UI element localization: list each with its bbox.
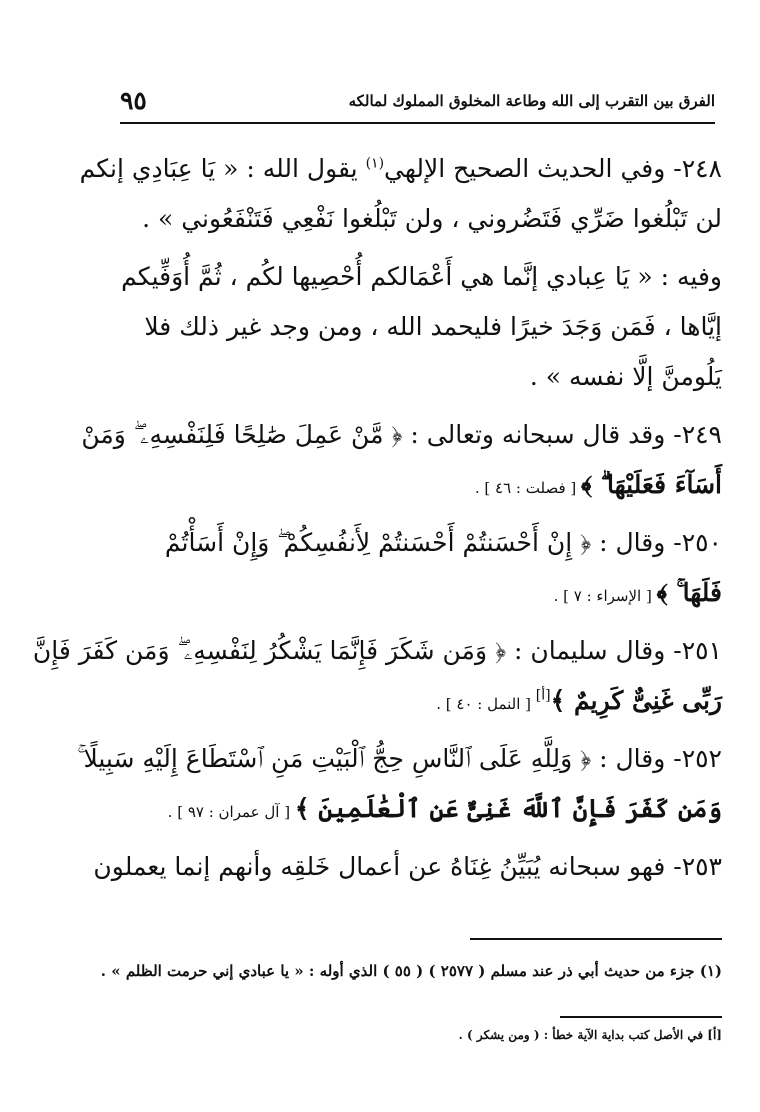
paragraph-250-line-2 [112,568,722,618]
paragraph-248b-line-3: يَلُومنَّ إلَّا نفسه » . [529,362,722,391]
paragraph-250-line-1: ٢٥٠- وقال : ﴿ إِنْ أَحْسَنتُمْ أَحْسَنتُمْ لِأَنفُسِكُمْ ۖ وَإِنْ أَسَأْتُمْ [164,528,722,557]
paragraph-253-line-1: ٢٥٣- فهو سبحانه يُبَيِّنُ غِنَاهُ عن أعمال خَلقِه وأنهم إنما يعملون [93,852,722,881]
editor-note-marker: [أ] [535,687,551,704]
verse-reference: [ آل عمران : ٩٧ ] . [167,803,295,821]
page-number: ٩٥ [120,86,147,115]
quran-verse: أَسَآءَ فَعَلَيْهَا ۗ ﴾ [581,470,722,499]
verse-reference: [ فصلت : ٤٦ ] . [474,479,582,497]
paragraph-249-line-1: ٢٤٩- وقد قال سبحانه وتعالى : ﴿ مَّنْ عَمِلَ صَٰلِحًا فَلِنَفْسِهِۦ ۖ وَمَنْ [81,420,722,449]
verse-reference: [ الإسراء : ٧ ] . [553,587,657,605]
paragraph-248b-line-2: إيَّاها ، فَمَن وَجَدَ خيرًا فليحمد الله ، ومن وجد غير ذلك فلا [144,312,722,341]
paragraph-251-line-2 [112,676,722,726]
verse-reference: [ النمل : ٤٠ ] . [436,695,536,713]
page-header [120,88,715,124]
paragraph-249-line-2 [112,460,722,510]
paragraph-252-line-1: ٢٥٢- وقال : ﴿ وَلِلَّهِ عَلَى ٱلنَّاسِ حِجُّ ٱلْبَيْتِ مَنِ ٱسْتَطَاعَ إِلَيْهِ سَبِيلًا ۚ [77,744,722,773]
quran-verse: فَلَهَا ۚ ﴾ [656,578,722,607]
paragraph-252-line-2 [112,784,722,834]
footnote-1: (١) جزء من حديث أبي ذر عند مسلم ( ٢٥٧٧ ) ( ٥٥ ) الذي أوله : « يا عبادي إني حرمت الظلم » . [100,962,722,980]
quran-verse: وَمَن كَفَرَ فَإِنَّ ٱللَّهَ غَنِىٌّ عَنِ ٱلْعَٰلَمِينَ ﴾ [294,794,722,823]
footnote-divider [470,938,722,940]
editor-note-divider [560,1016,722,1018]
paragraph-248-line-2: لن تَبْلُغوا ضَرِّي فَتَضُروني ، ولن تَبْلُغوا نَفْعِي فَتَنْفَعُوني » . [142,204,722,233]
quran-verse: رَبِّى غَنِىٌّ كَرِيمٌ ﴾ [550,686,722,715]
footnote-marker-1: (١) [365,155,385,172]
paragraph-248b-line-1: وفيه : « يَا عِبادي إنَّما هي أَعْمَالكم أُحْصِيها لكُم ، ثُمَّ أُوَفِّيكم [121,262,722,291]
editor-note: [أ] في الأصل كتب بداية الآية خطأ : ( ومن يشكر ) . [458,1028,722,1042]
main-text [32,144,722,892]
running-title: الفرق بين التقرب إلى الله وطاعة المخلوق المملوك لمالكه [348,92,715,110]
paragraph-251-line-1: ٢٥١- وقال سليمان : ﴿ وَمَن شَكَرَ فَإِنَّمَا يَشْكُرُ لِنَفْسِهِۦ ۖ وَمَن كَفَرَ فَإِنَّ [32,636,722,665]
paragraph-248-line-1: ٢٤٨- وفي الحديث الصحيح الإلهي$^{(١)}$ يقول الله : « يَا عِبَادِي إنكم [79,154,722,183]
